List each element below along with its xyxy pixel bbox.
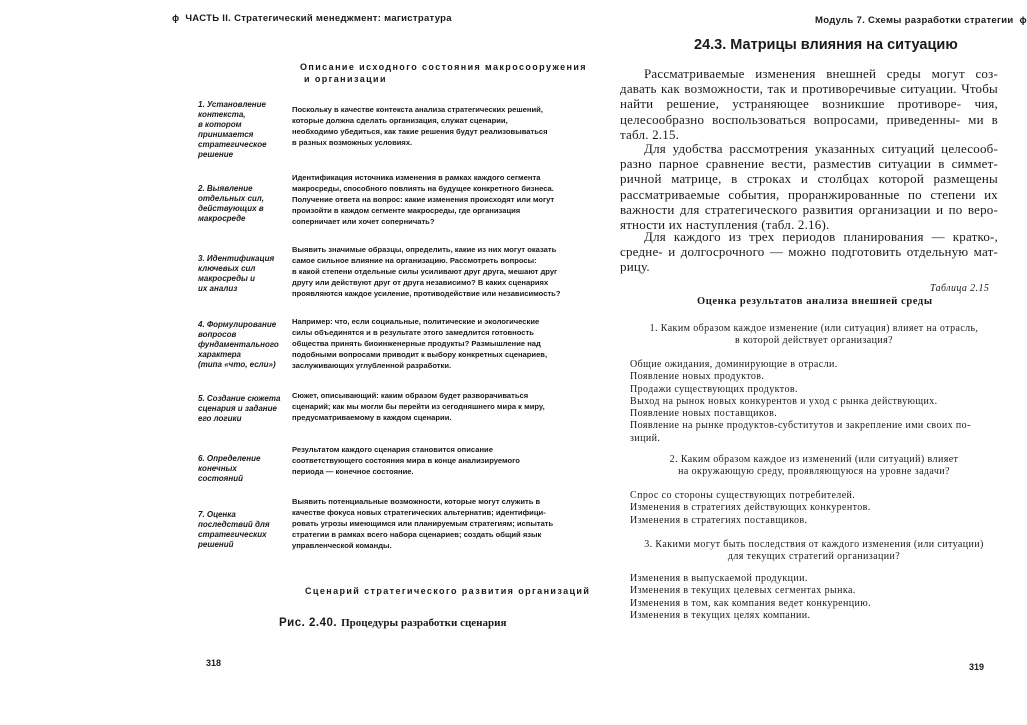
paragraph-2: Для удобства рассмотрения указанных ситуаций целесооб- разно парное сравнение вести, разместив ситуации в симмет- ричной матрице, в строках и столбцах которой размещены рассматриваемые события, проранжированные по степени их важности для стратегического развития организации и по веро- ятности их наступления (табл. 2.16). [620, 141, 998, 233]
step-label: 2. Выявление отдельных сил, действующих в макросреде [198, 184, 264, 223]
step-description: Сюжет, описывающий: каким образом будет разворачиваться сценарий; как мы могли бы перейти из сегодняшнего мира к миру, предусматриваемому в каждом сценарии. [292, 391, 545, 422]
left-page-header [172, 13, 452, 24]
table-items-3 [630, 573, 980, 622]
list-item: Появление новых поставщиков. [630, 408, 778, 420]
paragraph-1: Рассматриваемые изменения внешней среды могут соз- давать как возможности, так и противоречивые ситуации. Чтобы найти решение, устраняющее возникшие противоре- чия, целесообразно воспользоваться вопросами, приведенны- ми в табл. 2.15. [620, 66, 998, 142]
list-item: Появление на рынке продуктов-субститутов и закрепление ими своих по- [630, 420, 971, 432]
list-item: Изменения в стратегиях поставщиков. [630, 514, 808, 526]
list-item: Изменения в выпускаемой продукции. [630, 573, 808, 584]
step-description: Например: что, если социальные, политические и экологические силы объединятся и в результате этого замедлится готовность общества принять биоинженерные продукты? Размышление над подобными вопросами приводит к выбору конкретных сценариев, заслуживающих углубленной разработки. [292, 317, 548, 370]
right-page-header [815, 15, 1027, 26]
step-label: 7. Оценка последствий для стратегических решений [198, 510, 270, 549]
step-label: 4. Формулирование вопросов фундаментального характера (типа «что, если») [198, 320, 279, 369]
list-item: Спрос со стороны существующих потребителей. [630, 490, 856, 501]
list-item: Продажи существующих продуктов. [630, 383, 798, 395]
left-page-number: 318 [206, 658, 222, 668]
caption-text: Процедуры разработки сценария [341, 617, 507, 629]
step-label: 6. Определение конечных состояний [198, 454, 261, 483]
right-page-number: 319 [969, 662, 985, 672]
table-items-2 [630, 490, 980, 527]
step-description: Поскольку в качестве контекста анализа стратегических решений, которые должна сделать организация, служат сценарии, необходимо убедиться, как такие решения будут реализовываться в разных возможных условиях. [292, 105, 548, 147]
table-question-3: 3. Какими могут быть последствия от каждого изменения (или ситуации) для текущих стратегий организации? [644, 539, 984, 563]
caption-prefix: Рис. 2.40. [279, 617, 338, 629]
table-question-2: 2. Каким образом каждое из изменений (или ситуаций) влияет на окружающую среду, проявляющуюся на уровне задачи? [669, 454, 959, 478]
section-title: 24.3. Матрицы влияния на ситуацию [694, 37, 958, 53]
list-item: Изменения в текущих целях компании. [630, 609, 811, 621]
right-header-text: Модуль 7. Схемы разработки стратегии [815, 15, 1014, 26]
list-item: зиций. [630, 432, 661, 444]
step-description: Выявить потенциальные возможности, которые могут служить в качестве фокуса новых стратегических альтернатив; идентифици- ровать угрозы имеющимся или планируемым стратегиям; испытать стратегии в рамках всего набора сценариев; создать общий язык управленческой команды. [292, 497, 554, 550]
paragraph-3: Для каждого из трех периодов планирования — кратко-, средне- и долгосрочного — можно подготовить отдельную мат- рицу. [620, 229, 998, 275]
top-diagram-title: Описание исходного состояния макросооружения и организации [300, 62, 587, 84]
list-item: Общие ожидания, доминирующие в отрасли. [630, 359, 838, 370]
table-items-1 [630, 359, 980, 445]
step-description: Идентификация источника изменения в рамках каждого сегмента макросреды, способного повлиять на будущее конкретного бизнеса. Получение ответа на вопрос: какие изменения происходят или могут произойти в каждом сегменте макросреды, где организация соперничает или хочет соперничать? [292, 173, 555, 226]
step-label: 3. Идентификация ключевых сил макросреды и их анализ [198, 254, 275, 293]
table-label: Таблица 2.15 [930, 283, 990, 294]
step-description: Результатом каждого сценария становится описание соответствующего состояния мира в конце анализируемого периода — конечное состояние. [292, 445, 520, 476]
step-label: 5. Создание сюжета сценария и задание его логики [198, 394, 281, 423]
table-title: Оценка результатов анализа внешней среды [697, 296, 933, 307]
list-item: Выход на рынок новых конкурентов и уход с рынка действующих. [630, 395, 938, 407]
list-item: Изменения в стратегиях действующих конкурентов. [630, 502, 871, 514]
step-label: 1. Установление контекста, в котором принимается стратегическое решение [198, 100, 267, 159]
left-header-text: ЧАСТЬ II. Стратегический менеджмент: магистратура [185, 13, 452, 24]
ornament-icon: ϕ [172, 13, 180, 24]
bottom-diagram-title: Сценарий стратегического развития организаций [305, 586, 591, 596]
step-description: Выявить значимые образцы, определить, какие из них могут оказать самое сильное влияние на организацию. Рассмотреть вопросы: в какой степени отдельные силы усиливают друг друга, мешают друг другу или действуют друг от друга независимо? В каких сценариях проявляются каждое усиление, противодействие или независимость? [292, 245, 561, 298]
ornament-icon: ϕ [1019, 15, 1027, 26]
figure-caption [279, 613, 506, 631]
table-question-1: 1. Каким образом каждое изменение (или ситуация) влияет на отрасль, в которой действует организация? [649, 323, 979, 347]
list-item: Изменения в том, как компания ведет конкуренцию. [630, 597, 872, 609]
list-item: Изменения в текущих целевых сегментах рынка. [630, 585, 856, 597]
list-item: Появление новых продуктов. [630, 371, 765, 383]
